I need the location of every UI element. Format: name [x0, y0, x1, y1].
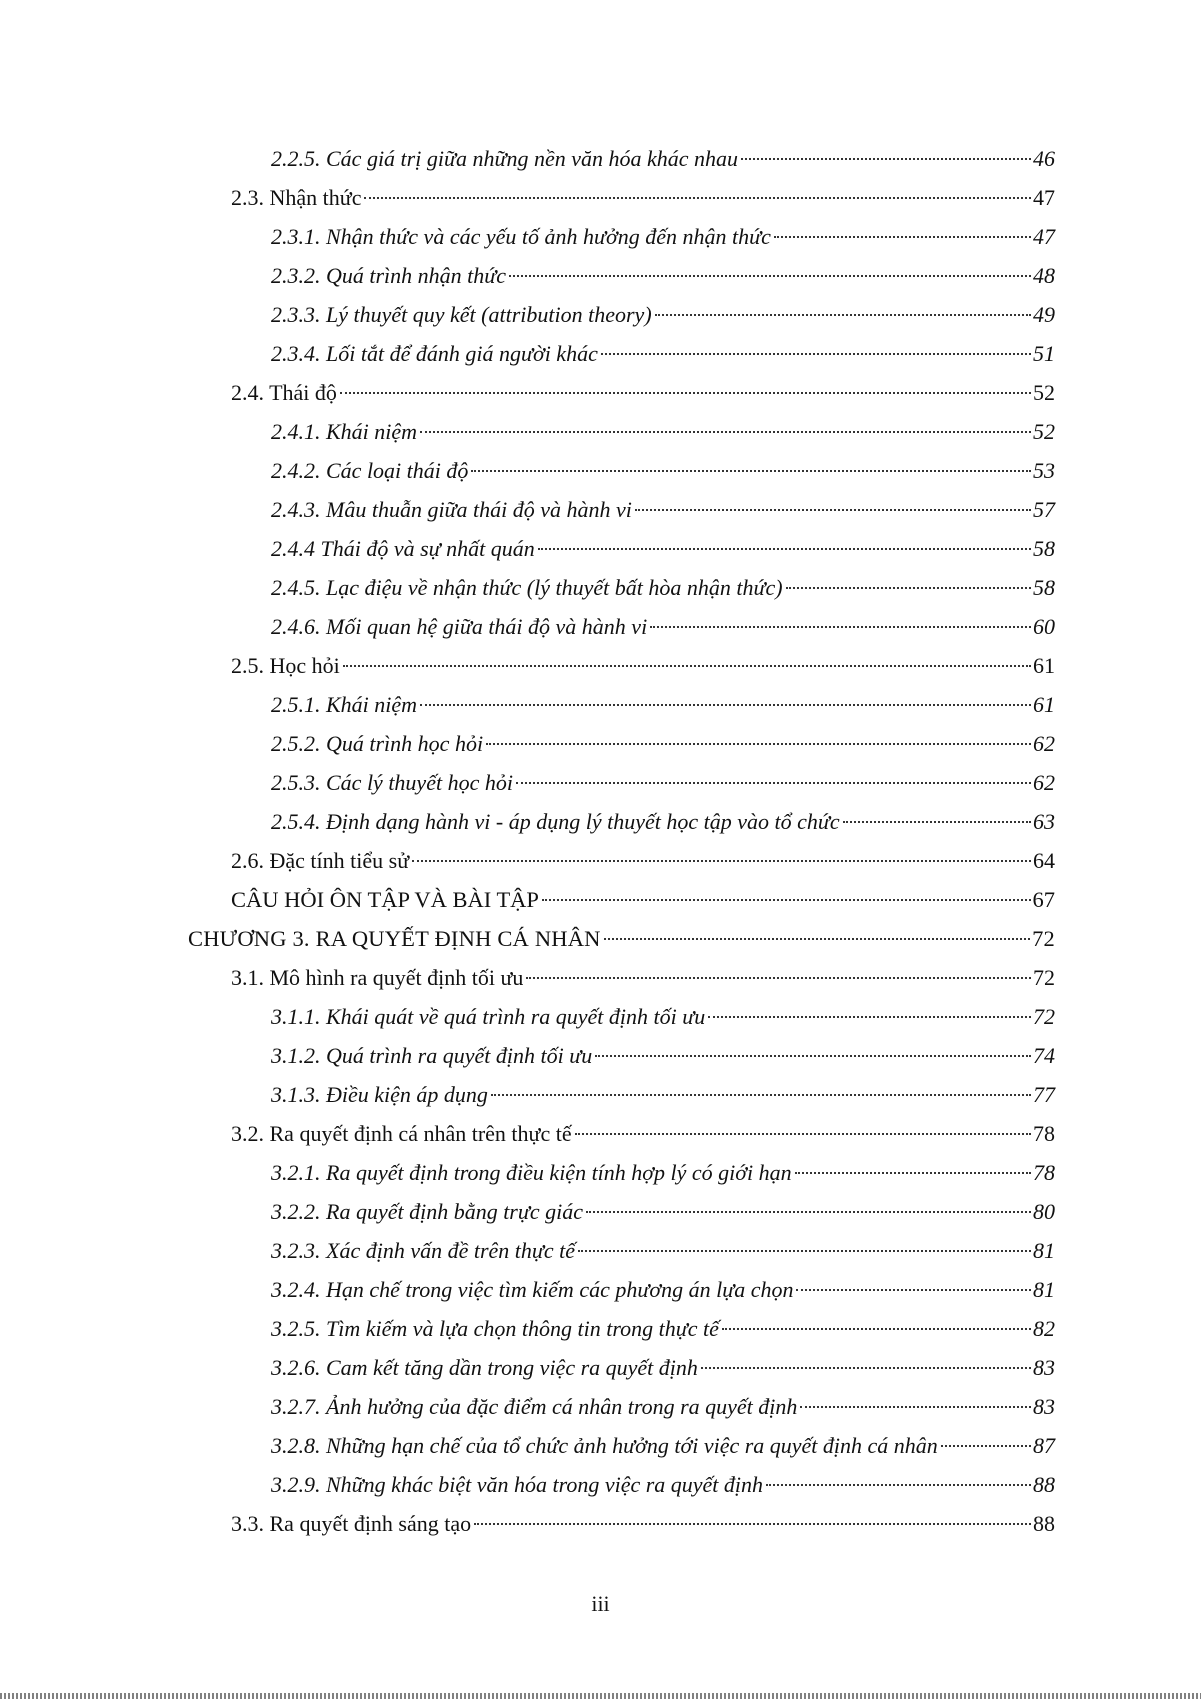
page-number: iii — [591, 1591, 610, 1616]
toc-entry-title: 3.2.9. Những khác biệt văn hóa trong việc ra quyết định — [271, 1472, 764, 1497]
toc-entry-title: CHƯƠNG 3. RA QUYẾT ĐỊNH CÁ NHÂN — [188, 926, 601, 951]
toc-entry-title: 3.1. Mô hình ra quyết định tối ưu — [231, 965, 524, 990]
toc-entry-page: 61 — [1033, 653, 1055, 678]
toc-entry[interactable] — [0, 1197, 1201, 1236]
toc-entry[interactable] — [0, 1353, 1201, 1392]
toc-entry[interactable] — [0, 534, 1201, 573]
toc-entry-page: 78 — [1033, 1121, 1055, 1146]
toc-entry-title: 3.2.6. Cam kết tăng dần trong việc ra quyết định — [271, 1355, 698, 1380]
toc-entry-title: 3.1.3. Điều kiện áp dụng — [271, 1082, 488, 1107]
toc-entry[interactable] — [0, 963, 1201, 1002]
toc-entry-title: 3.1.1. Khái quát về quá trình ra quyết định tối ưu — [271, 1004, 706, 1029]
toc-entry[interactable] — [0, 1080, 1201, 1119]
toc-dot-leader — [722, 1328, 1031, 1330]
toc-entry[interactable] — [0, 1236, 1201, 1275]
toc-dot-leader — [595, 1055, 1031, 1057]
toc-dot-leader — [796, 1289, 1031, 1291]
toc-entry[interactable] — [0, 300, 1201, 339]
toc-entry[interactable] — [0, 924, 1201, 963]
toc-entry[interactable] — [0, 573, 1201, 612]
toc-entry[interactable] — [0, 222, 1201, 261]
toc-entry[interactable] — [0, 1314, 1201, 1353]
toc-entry-title: 2.3.2. Quá trình nhận thức — [271, 263, 507, 288]
toc-entry[interactable] — [0, 378, 1201, 417]
toc-entry-title: 2.2.5. Các giá trị giữa những nền văn hóa khác nhau — [271, 146, 739, 171]
toc-dot-leader — [601, 353, 1031, 355]
toc-entry-page: 47 — [1033, 224, 1055, 249]
toc-entry-title: 3.2.3. Xác định vấn đề trên thực tế — [271, 1238, 576, 1263]
toc-dot-leader — [364, 197, 1031, 199]
toc-entry[interactable] — [0, 846, 1201, 885]
toc-entry[interactable] — [0, 183, 1201, 222]
toc-dot-leader — [800, 1406, 1031, 1408]
toc-entry-title: 2.4.1. Khái niệm — [271, 419, 418, 444]
toc-dot-leader — [420, 704, 1031, 706]
toc-dot-leader — [650, 626, 1031, 628]
toc-entry[interactable] — [0, 768, 1201, 807]
toc-dot-leader — [491, 1094, 1031, 1096]
toc-entry-title: 3.2.5. Tìm kiếm và lựa chọn thông tin trong thực tế — [271, 1316, 719, 1341]
toc-entry-title: 3.2.4. Hạn chế trong việc tìm kiếm các phương án lựa chọn — [271, 1277, 794, 1302]
toc-entry-title: 3.2.2. Ra quyết định bằng trực giác — [271, 1199, 584, 1224]
toc-entry[interactable] — [0, 456, 1201, 495]
toc-dot-leader — [420, 431, 1031, 433]
toc-dot-leader — [343, 665, 1031, 667]
toc-dot-leader — [412, 860, 1031, 862]
toc-entry-page: 61 — [1033, 692, 1055, 717]
toc-entry-page: 63 — [1033, 809, 1055, 834]
toc-entry[interactable] — [0, 1509, 1201, 1548]
toc-entry[interactable] — [0, 495, 1201, 534]
toc-entry[interactable] — [0, 339, 1201, 378]
toc-entry-page: 64 — [1033, 848, 1055, 873]
toc-entry-title: 2.6. Đặc tính tiểu sử — [231, 848, 410, 873]
toc-entry-page: 88 — [1033, 1472, 1055, 1497]
toc-dot-leader — [516, 782, 1031, 784]
toc-entry-page: 77 — [1033, 1082, 1055, 1107]
toc-dot-leader — [474, 1523, 1031, 1525]
toc-entry-page: 81 — [1033, 1277, 1055, 1302]
toc-entry-page: 83 — [1033, 1355, 1055, 1380]
toc-entry[interactable] — [0, 261, 1201, 300]
toc-entry-title: 3.2.7. Ảnh hưởng của đặc điểm cá nhân trong ra quyết định — [271, 1394, 798, 1419]
toc-dot-leader — [708, 1016, 1031, 1018]
toc-dot-leader — [575, 1133, 1031, 1135]
toc-dot-leader — [786, 587, 1031, 589]
toc-entry[interactable] — [0, 417, 1201, 456]
toc-entry-title: 2.5. Học hỏi — [231, 653, 340, 678]
toc-dot-leader — [701, 1367, 1031, 1369]
toc-entry-title: 3.2. Ra quyết định cá nhân trên thực tế — [231, 1121, 572, 1146]
table-of-contents — [0, 144, 1201, 1548]
toc-dot-leader — [586, 1211, 1031, 1213]
toc-entry-page: 52 — [1033, 380, 1055, 405]
toc-entry-title: 2.4.4 Thái độ và sự nhất quán — [271, 536, 535, 561]
toc-dot-leader — [843, 821, 1031, 823]
toc-entry-page: 81 — [1033, 1238, 1055, 1263]
toc-entry-page: 72 — [1033, 1004, 1055, 1029]
toc-entry[interactable] — [0, 1470, 1201, 1509]
toc-entry[interactable] — [0, 144, 1201, 183]
toc-entry-title: 3.2.1. Ra quyết định trong điều kiện tính hợp lý có giới hạn — [271, 1160, 792, 1185]
toc-entry-page: 60 — [1033, 614, 1055, 639]
toc-dot-leader — [538, 548, 1031, 550]
toc-entry[interactable] — [0, 612, 1201, 651]
toc-entry-page: 72 — [1032, 926, 1055, 951]
toc-entry-page: 57 — [1033, 497, 1055, 522]
toc-dot-leader — [486, 743, 1031, 745]
toc-dot-leader — [509, 275, 1031, 277]
toc-entry[interactable] — [0, 651, 1201, 690]
toc-entry-page: 53 — [1033, 458, 1055, 483]
toc-dot-leader — [471, 470, 1031, 472]
toc-entry[interactable] — [0, 885, 1201, 924]
toc-entry-title: 2.4.3. Mâu thuẫn giữa thái độ và hành vi — [271, 497, 632, 522]
toc-dot-leader — [526, 977, 1031, 979]
toc-entry-page: 80 — [1033, 1199, 1055, 1224]
toc-entry[interactable] — [0, 807, 1201, 846]
toc-dot-leader — [542, 899, 1031, 901]
toc-entry[interactable] — [0, 1158, 1201, 1197]
toc-entry[interactable] — [0, 1002, 1201, 1041]
toc-dot-leader — [766, 1484, 1031, 1486]
toc-entry-title: 2.3.1. Nhận thức và các yếu tố ảnh hưởng đến nhận thức — [271, 224, 771, 249]
toc-dot-leader — [635, 509, 1031, 511]
toc-entry[interactable] — [0, 1041, 1201, 1080]
toc-entry[interactable] — [0, 690, 1201, 729]
toc-entry-page: 62 — [1033, 770, 1055, 795]
toc-entry-page: 62 — [1033, 731, 1055, 756]
toc-entry-title: 2.4.2. Các loại thái độ — [271, 458, 469, 483]
toc-entry-page: 72 — [1033, 965, 1055, 990]
toc-entry-title: CÂU HỎI ÔN TẬP VÀ BÀI TẬP — [231, 887, 539, 912]
toc-entry-title: 2.5.3. Các lý thuyết học hỏi — [271, 770, 513, 795]
toc-entry-page: 52 — [1033, 419, 1055, 444]
toc-entry-page: 46 — [1033, 146, 1055, 171]
toc-dot-leader — [655, 314, 1031, 316]
toc-entry-title: 2.4.6. Mối quan hệ giữa thái độ và hành vi — [271, 614, 648, 639]
toc-entry-page: 58 — [1033, 536, 1055, 561]
toc-entry-page: 74 — [1033, 1043, 1055, 1068]
toc-entry-page: 47 — [1033, 185, 1055, 210]
toc-entry-title: 2.3.3. Lý thuyết quy kết (attribution theory) — [271, 302, 652, 327]
toc-entry-title: 2.5.4. Định dạng hành vi - áp dụng lý thuyết học tập vào tổ chức — [271, 809, 840, 834]
toc-dot-leader — [795, 1172, 1031, 1174]
toc-entry-page: 49 — [1033, 302, 1055, 327]
toc-entry[interactable] — [0, 1431, 1201, 1470]
toc-entry[interactable] — [0, 1275, 1201, 1314]
toc-dot-leader — [774, 236, 1031, 238]
toc-entry-page: 83 — [1033, 1394, 1055, 1419]
toc-entry-page: 88 — [1033, 1511, 1055, 1536]
toc-dot-leader — [604, 938, 1030, 940]
toc-entry-title: 2.3. Nhận thức — [231, 185, 362, 210]
scan-edge-strip — [0, 1693, 1201, 1699]
toc-entry[interactable] — [0, 729, 1201, 768]
toc-dot-leader — [578, 1250, 1031, 1252]
toc-entry-page: 51 — [1033, 341, 1055, 366]
toc-entry[interactable] — [0, 1392, 1201, 1431]
toc-dot-leader — [340, 392, 1031, 394]
toc-entry-title: 2.3.4. Lối tắt để đánh giá người khác — [271, 341, 598, 366]
toc-entry-title: 2.4. Thái độ — [231, 380, 337, 405]
toc-dot-leader — [741, 158, 1031, 160]
toc-entry-page: 67 — [1032, 887, 1055, 912]
toc-dot-leader — [941, 1445, 1031, 1447]
toc-entry[interactable] — [0, 1119, 1201, 1158]
toc-entry-title: 3.1.2. Quá trình ra quyết định tối ưu — [271, 1043, 593, 1068]
toc-entry-page: 48 — [1033, 263, 1055, 288]
toc-entry-page: 78 — [1033, 1160, 1055, 1185]
toc-entry-title: 3.2.8. Những hạn chế của tổ chức ảnh hưởng tới việc ra quyết định cá nhân — [271, 1433, 938, 1458]
toc-entry-title: 3.3. Ra quyết định sáng tạo — [231, 1511, 472, 1536]
toc-entry-title: 2.5.1. Khái niệm — [271, 692, 418, 717]
toc-entry-page: 87 — [1033, 1433, 1055, 1458]
toc-entry-page: 82 — [1033, 1316, 1055, 1341]
toc-entry-title: 2.4.5. Lạc điệu về nhận thức (lý thuyết bất hòa nhận thức) — [271, 575, 783, 600]
toc-entry-page: 58 — [1033, 575, 1055, 600]
toc-entry-title: 2.5.2. Quá trình học hỏi — [271, 731, 484, 756]
